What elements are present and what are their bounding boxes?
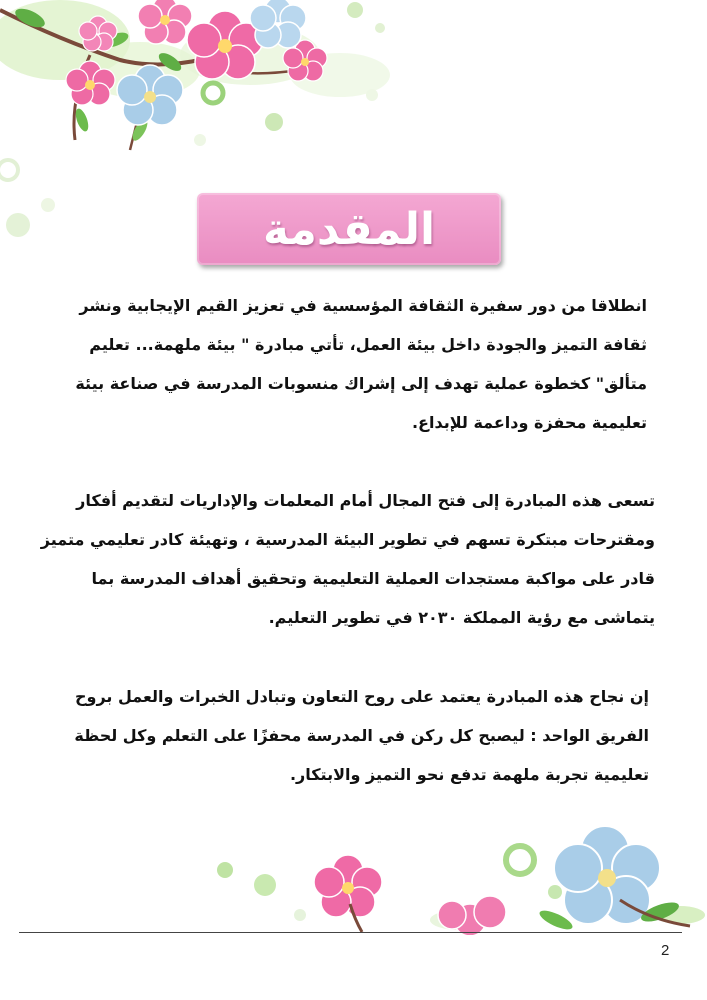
title-banner	[197, 193, 501, 265]
intro-paragraph-3: إن نجاح هذه المبادرة يعتمد على روح التعاون وتبادل الخبرات والعمل بروح الفريق الواحد : ليصبح كل ركن في المدرسة محفزًا على التعلم وكل لحظة تعليمية تجربة ملهمة تدفع نحو التميز والابتكار.	[74, 687, 649, 784]
footer-divider	[19, 932, 682, 933]
intro-paragraph-1: انطلاقا من دور سفيرة الثقافة المؤسسية في تعزيز القيم الإيجابية ونشر ثقافة التميز والجودة داخل بيئة العمل، تأتي مبادرة " بيئة ملهمة... تعليم متألق" كخطوة عملية تهدف إلى إشراك منسوبات المدرسة في صناعة بيئة تعليمية محفزة وداعمة للإبداع.	[75, 296, 647, 432]
page-number: 2	[661, 942, 670, 959]
intro-paragraph-2: تسعى هذه المبادرة إلى فتح المجال أمام المعلمات والإداريات لتقديم أفكار ومقترحات مبتكرة تسهم في تطوير البيئة المدرسية ، وتهيئة كادر تعليمي متميز قادر على مواكبة مستجدات العملية التعليمية وتحقيق أهداف المدرسة بما يتماشى مع رؤية المملكة ٢٠٣٠ في تطوير التعليم.	[40, 491, 655, 627]
floral-decoration-bottom	[0, 820, 707, 935]
page-title: المقدمة	[262, 203, 436, 255]
